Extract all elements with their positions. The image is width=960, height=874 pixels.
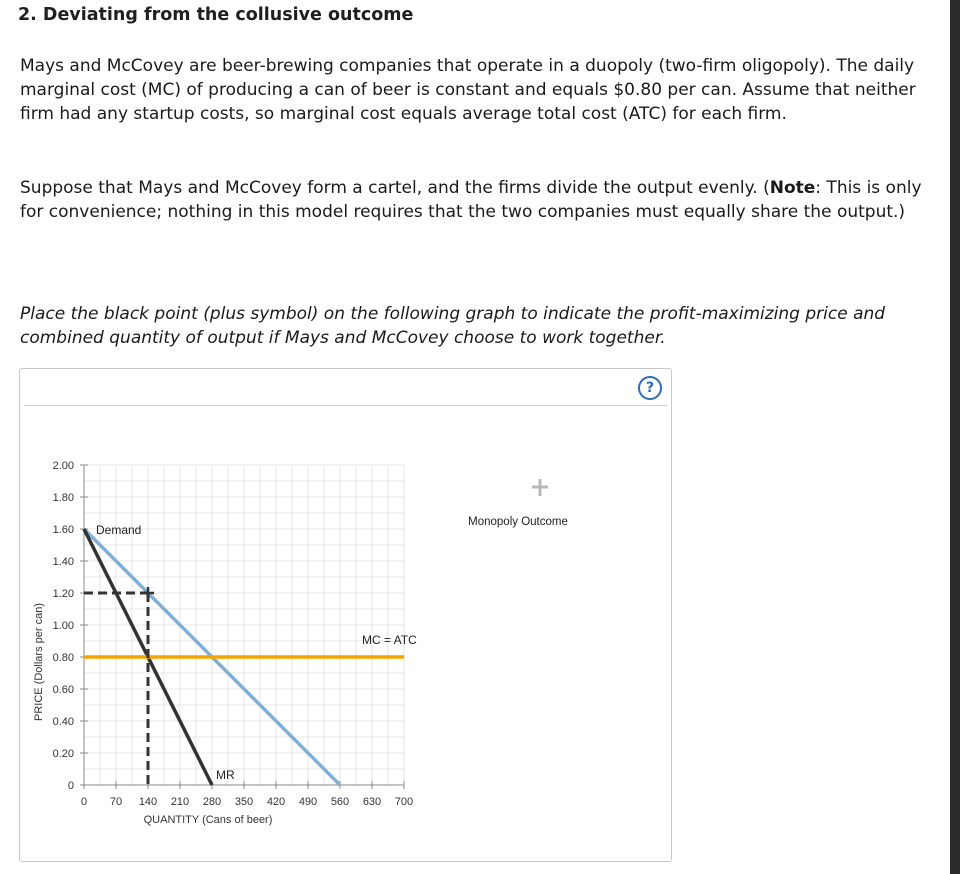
scenario-paragraph: Mays and McCovey are beer-brewing companies that operate in a duopoly (two-firm oligopoly). The daily marginal cost (MC) of producing a can of beer is constant and equals $0.80 per can. Assume that neither firm had any startup costs, so marginal cost equals average total cost (ATC) for each firm.	[20, 56, 916, 124]
page-scrollbar[interactable]	[950, 0, 960, 874]
note-text: : This is only for convenience; nothing in this model requires that the two companies must equally share the output.)	[20, 178, 922, 222]
cartel-text: Suppose that Mays and McCovey form a cartel, and the firms divide the output evenly. (	[20, 178, 770, 198]
note-label: Note	[769, 178, 816, 198]
graph-panel	[19, 368, 672, 862]
x-tick-label: 140	[138, 796, 158, 808]
help-icon[interactable]: ?	[638, 376, 662, 400]
mc-atc-label: MC = ATC	[362, 633, 417, 647]
y-tick-label: 0.20	[52, 748, 74, 760]
question-heading: 2. Deviating from the collusive outcome	[18, 5, 414, 25]
mr-label: MR	[216, 768, 235, 782]
y-tick-label: 0.60	[52, 684, 74, 696]
y-axis-label: PRICE (Dollars per can)	[33, 603, 45, 721]
y-tick-label: 1.80	[52, 492, 74, 504]
y-tick-label: 0.80	[52, 652, 74, 664]
y-tick-label: 1.60	[52, 524, 74, 536]
x-tick-label: 630	[362, 796, 382, 808]
x-tick-label: 350	[234, 796, 254, 808]
y-tick-label: 2.00	[52, 460, 74, 472]
panel-divider	[24, 405, 667, 406]
y-tick-label: 0	[67, 780, 74, 792]
y-tick-label: 1.00	[52, 620, 74, 632]
x-tick-label: 280	[202, 796, 222, 808]
y-tick-label: 0.40	[52, 716, 74, 728]
x-tick-label: 490	[298, 796, 318, 808]
palette-label: Monopoly Outcome	[468, 516, 568, 528]
x-axis-label: QUANTITY (Cans of beer)	[143, 814, 273, 826]
x-tick-label: 70	[109, 796, 123, 808]
y-tick-label: 1.40	[52, 556, 74, 568]
demand-label: Demand	[96, 523, 142, 537]
x-tick-label: 560	[330, 796, 350, 808]
graph-instruction: Place the black point (plus symbol) on the following graph to indicate the profit-maximizing price and combined quantity of output if Mays and McCovey choose to work together.	[20, 304, 886, 348]
x-tick-label: 700	[394, 796, 414, 808]
cartel-paragraph	[20, 176, 925, 224]
x-tick-label: 0	[80, 796, 88, 808]
x-tick-label: 210	[170, 796, 190, 808]
x-tick-label: 420	[266, 796, 286, 808]
y-tick-label: 1.20	[52, 588, 74, 600]
